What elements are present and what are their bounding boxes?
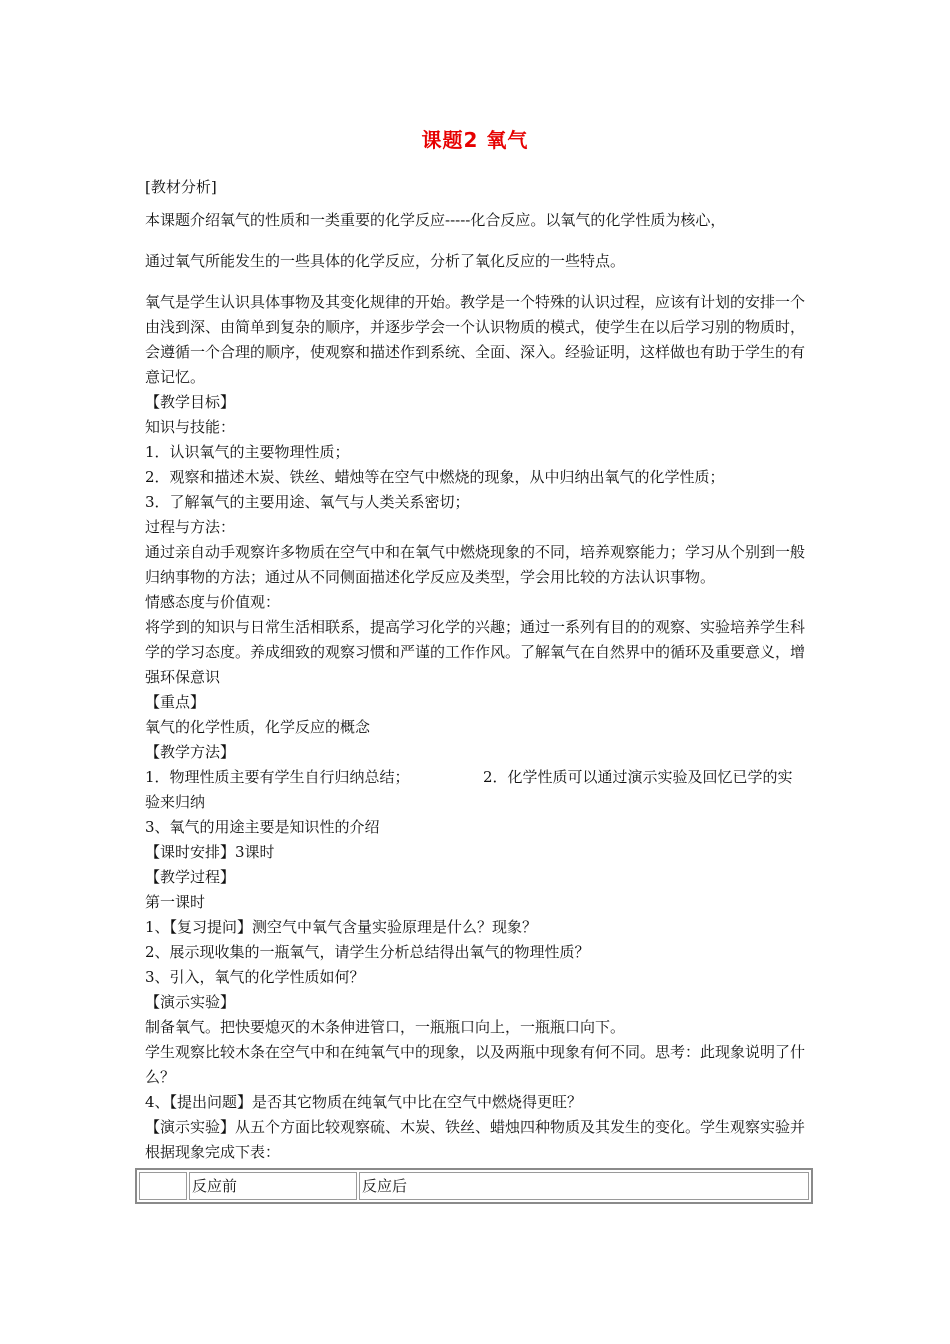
paragraph: 【演示实验】从五个方面比较观察硫、木炭、铁丝、蜡烛四种物质及其发生的变化。学生观察实验并根据现象完成下表： — [145, 1118, 806, 1161]
list-item: 1．认识氧气的主要物理性质； — [145, 443, 350, 461]
paragraph: 将学到的知识与日常生活相联系，提高学习化学的兴趣；通过一系列有目的的观察、实验培养学生科学的学习态度。养成细致的观察习惯和严谨的工作作风。了解氧气在自然界中的循环及重要意义，增强环保意识 — [145, 618, 806, 686]
paragraph: 制备氧气。把快要熄灭的木条伸进管口，一瓶瓶口向上，一瓶瓶口向下。 — [145, 1018, 626, 1036]
list-item: 3、氧气的用途主要是知识性的介绍 — [145, 818, 380, 836]
paragraph: 通过氧气所能发生的一些具体的化学反应，分析了氧化反应的一些特点。 — [145, 252, 626, 270]
list-item: 3、引入，氧气的化学性质如何？ — [145, 968, 365, 986]
paragraph: 学生观察比较木条在空气中和在纯氧气中的现象，以及两瓶中现象有何不同。思考：此现象说明了什么？ — [145, 1043, 806, 1086]
list-item: 3．了解氧气的主要用途、氧气与人类关系密切； — [145, 493, 470, 511]
paragraph: 氧气是学生认识具体事物及其变化规律的开始。教学是一个特殊的认识过程，应该有计划的安排一个由浅到深、由简单到复杂的顺序，并逐步学会一个认识物质的模式，使学生在以后学习别的物质时，会遵循一个合理的顺序，使观察和描述作到系统、全面、深入。经验证明，这样做也有助于学生的有意记忆。 — [145, 293, 806, 386]
list-item: 4、【提出问题】是否其它物质在纯氧气中比在空气中燃烧得更旺？ — [145, 1093, 583, 1111]
section-heading-schedule: 【课时安排】3课时 — [145, 843, 275, 861]
paragraph: 通过亲自动手观察许多物质在空气中和在氧气中燃烧现象的不同，培养观察能力；学习从个别到一般归纳事物的方法；通过从不同侧面描述化学反应及类型，学会用比较的方法认识事物。 — [145, 543, 806, 586]
table-header-cell: 反应后 — [359, 1172, 809, 1200]
paragraph: 本课题介绍氧气的性质和一类重要的化学反应-----化合反应。以氧气的化学性质为核心， — [145, 211, 726, 229]
section-label-analysis: [教材分析] — [145, 178, 217, 196]
section-heading-methods: 【教学方法】 — [145, 743, 236, 761]
subheading-lesson-one: 第一课时 — [145, 893, 206, 911]
list-item: 2、展示现收集的一瓶氧气，请学生分析总结得出氧气的物理性质？ — [145, 943, 590, 961]
table-header-cell — [139, 1172, 187, 1200]
document-body — [145, 175, 807, 1204]
section-heading-objectives: 【教学目标】 — [145, 393, 236, 411]
section-heading-demo: 【演示实验】 — [145, 993, 236, 1011]
subheading-knowledge-skills: 知识与技能： — [145, 418, 236, 436]
method-item-1: 1．物理性质主要有学生自行归纳总结； — [145, 768, 410, 786]
subheading-attitude-values: 情感态度与价值观： — [145, 593, 281, 611]
section-heading-key-points: 【重点】 — [145, 693, 206, 711]
table-header-cell: 反应前 — [189, 1172, 357, 1200]
subheading-process-method: 过程与方法： — [145, 518, 236, 536]
section-heading-process: 【教学过程】 — [145, 868, 236, 886]
reaction-table — [135, 1168, 813, 1204]
list-item: 2．观察和描述木炭、铁丝、蜡烛等在空气中燃烧的现象，从中归纳出氧气的化学性质； — [145, 468, 725, 486]
table-header-row — [139, 1172, 809, 1200]
page-title: 课题2 氧气 — [421, 128, 529, 152]
list-item: 1、【复习提问】测空气中氧气含量实验原理是什么？现象？ — [145, 918, 538, 936]
paragraph: 氧气的化学性质，化学反应的概念 — [145, 718, 371, 736]
method-item-2: 2．化学性质可以通过演示实验及回忆已学的实验来归纳 — [145, 768, 793, 811]
